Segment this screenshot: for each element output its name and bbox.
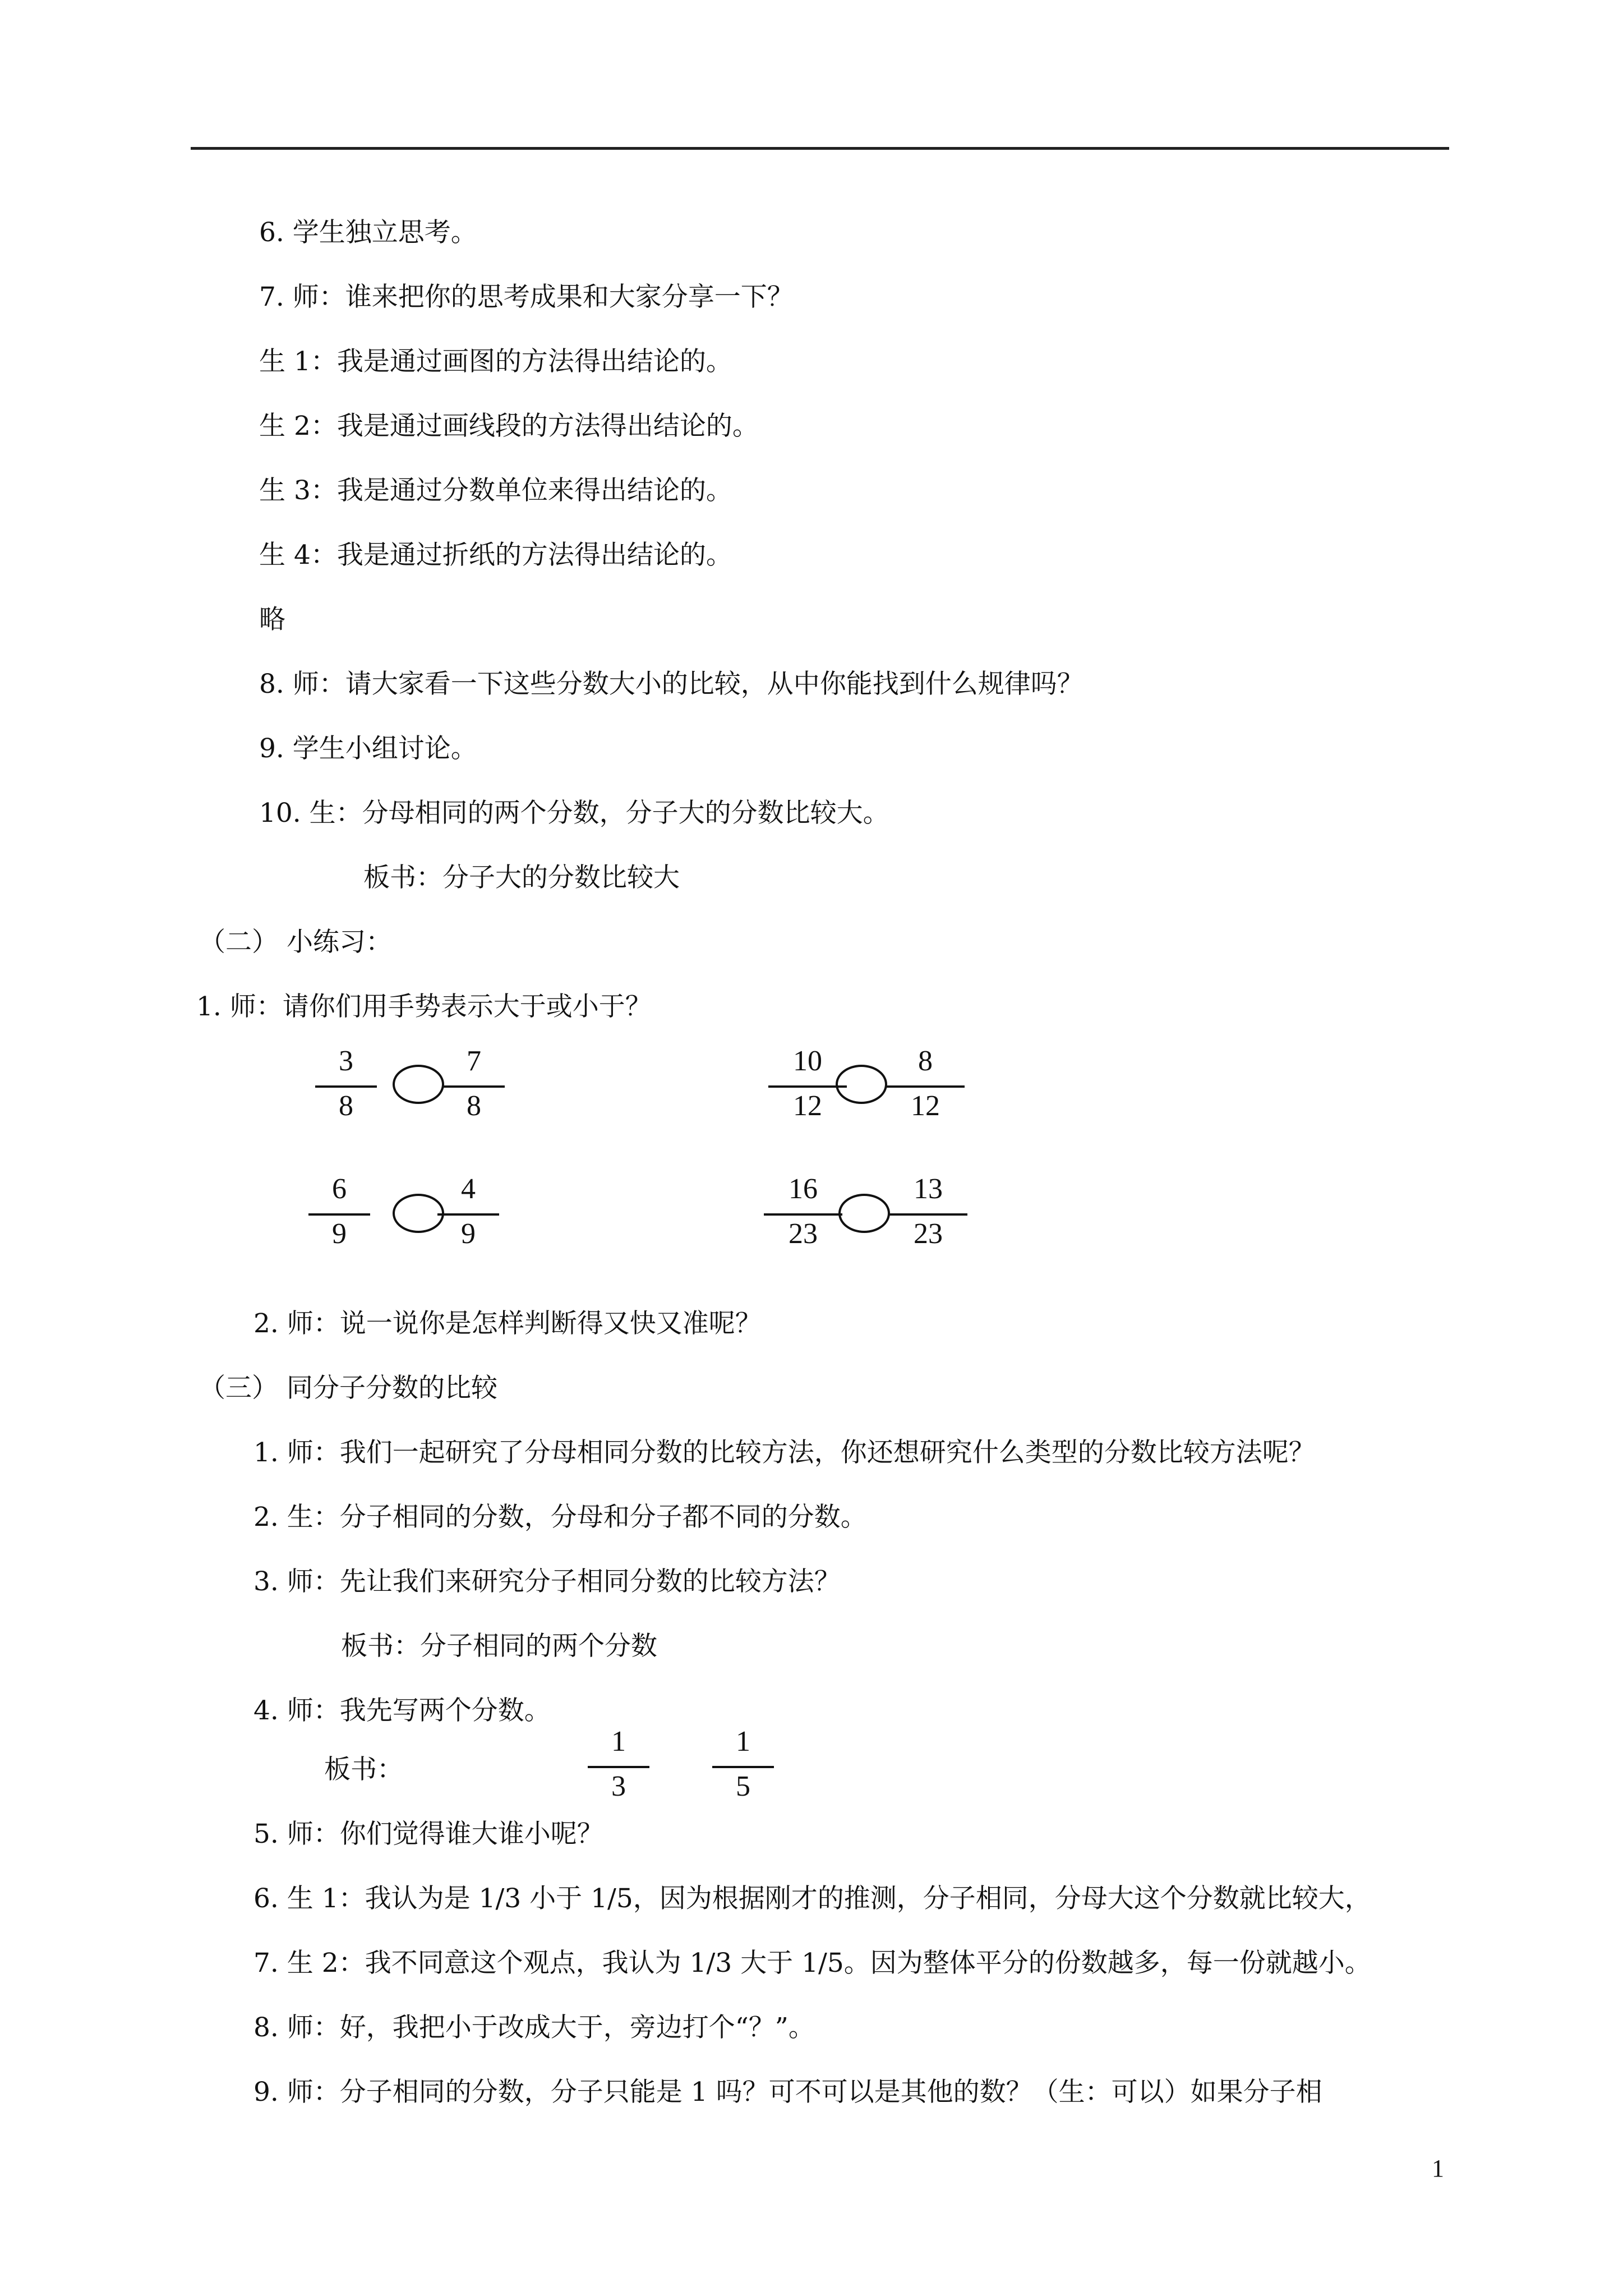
denominator: 23 [914,1218,943,1250]
denominator: 9 [461,1218,476,1250]
board-note-3: 板书： [324,1754,403,1785]
exercise-1: 1. 师：请你们用手势表示大于或小于？ [196,991,652,1022]
numerator: 16 [789,1173,818,1205]
fraction-1-3 [588,1725,649,1809]
numerator: 13 [914,1173,943,1205]
line-student-1: 生 1：我是通过画图的方法得出结论的。 [259,346,732,377]
numerator: 1 [736,1726,750,1757]
denominator: 8 [339,1090,353,1122]
step-4: 4. 师：我先写两个分数。 [253,1695,551,1726]
fraction-bar [764,1213,842,1216]
step-7: 7. 生 2：我不同意这个观点，我认为 1/3 大于 1/5。因为整体平分的份数越多，每一份就越小。 [253,1948,1371,1978]
numerator: 8 [918,1045,933,1077]
comparison-blank [393,1065,444,1104]
section-2-heading: （二） 小练习： [199,927,392,958]
fraction-bar [588,1766,649,1768]
step-1: 1. 师：我们一起研究了分母相同分数的比较方法，你还想研究什么类型的分数比较方法呢？ [253,1437,1315,1468]
board-note-1: 板书：分子大的分数比较大 [363,862,680,893]
fraction-bar [437,1213,499,1216]
line-omitted: 略 [259,604,285,635]
denominator: 12 [793,1090,822,1122]
fraction-3-8 [315,1045,377,1129]
fraction-bar [308,1213,370,1216]
fraction-bar [712,1766,774,1768]
numerator: 4 [461,1173,476,1205]
numerator: 1 [611,1726,626,1757]
line-7: 7. 师：谁来把你的思考成果和大家分享一下？ [259,282,794,312]
fraction-16-23 [764,1172,842,1257]
line-student-3: 生 3：我是通过分数单位来得出结论的。 [259,475,732,506]
line-10: 10. 生：分母相同的两个分数，分子大的分数比较大。 [259,798,889,829]
header-rule [191,147,1449,150]
board-note-2: 板书：分子相同的两个分数 [341,1631,657,1662]
line-6: 6. 学生独立思考。 [259,217,477,248]
denominator: 8 [467,1090,481,1122]
line-9: 9. 学生小组讨论。 [259,733,477,764]
fraction-1-5 [712,1725,774,1809]
comparison-blank [393,1194,444,1233]
comparison-blank [836,1065,887,1104]
fraction-bar [315,1085,377,1088]
numerator: 3 [339,1045,353,1077]
exercise-2: 2. 师：说一说你是怎样判断得又快又准呢？ [253,1308,762,1339]
fraction-bar [886,1085,965,1088]
denominator: 9 [332,1218,347,1250]
denominator: 5 [736,1770,750,1802]
numerator: 7 [467,1045,481,1077]
step-2: 2. 生：分子相同的分数，分母和分子都不同的分数。 [253,1502,867,1533]
line-8: 8. 师：请大家看一下这些分数大小的比较，从中你能找到什么规律吗？ [259,669,1083,700]
comparison-blank [838,1194,890,1233]
step-6: 6. 生 1：我认为是 1/3 小于 1/5，因为根据刚才的推测，分子相同，分母大这个分数就比较大， [253,1883,1371,1914]
fraction-bar [889,1213,967,1216]
step-5: 5. 师：你们觉得谁大谁小呢？ [253,1819,603,1849]
numerator: 6 [332,1173,347,1205]
fraction-6-9 [308,1172,370,1257]
fraction-bar [443,1085,505,1088]
fraction-13-23 [889,1172,967,1257]
fraction-4-9 [437,1172,499,1257]
fraction-10-12 [768,1045,847,1129]
step-9: 9. 师：分子相同的分数，分子只能是 1 吗？可不可以是其他的数？（生：可以）如果分子相 [253,2077,1322,2108]
fraction-8-12 [886,1045,965,1129]
denominator: 3 [611,1770,626,1802]
step-3: 3. 师：先让我们来研究分子相同分数的比较方法？ [253,1566,841,1597]
line-student-4: 生 4：我是通过折纸的方法得出结论的。 [259,540,732,570]
denominator: 23 [789,1218,818,1250]
line-student-2: 生 2：我是通过画线段的方法得出结论的。 [259,411,759,441]
page-number: 1 [1432,2155,1444,2182]
fraction-bar [768,1085,847,1088]
numerator: 10 [793,1045,822,1077]
denominator: 12 [911,1090,940,1122]
step-8: 8. 师：好，我把小于改成大于，旁边打个“？”。 [253,2012,815,2043]
section-3-heading: （三） 同分子分数的比较 [199,1373,497,1404]
fraction-7-8 [443,1045,505,1129]
